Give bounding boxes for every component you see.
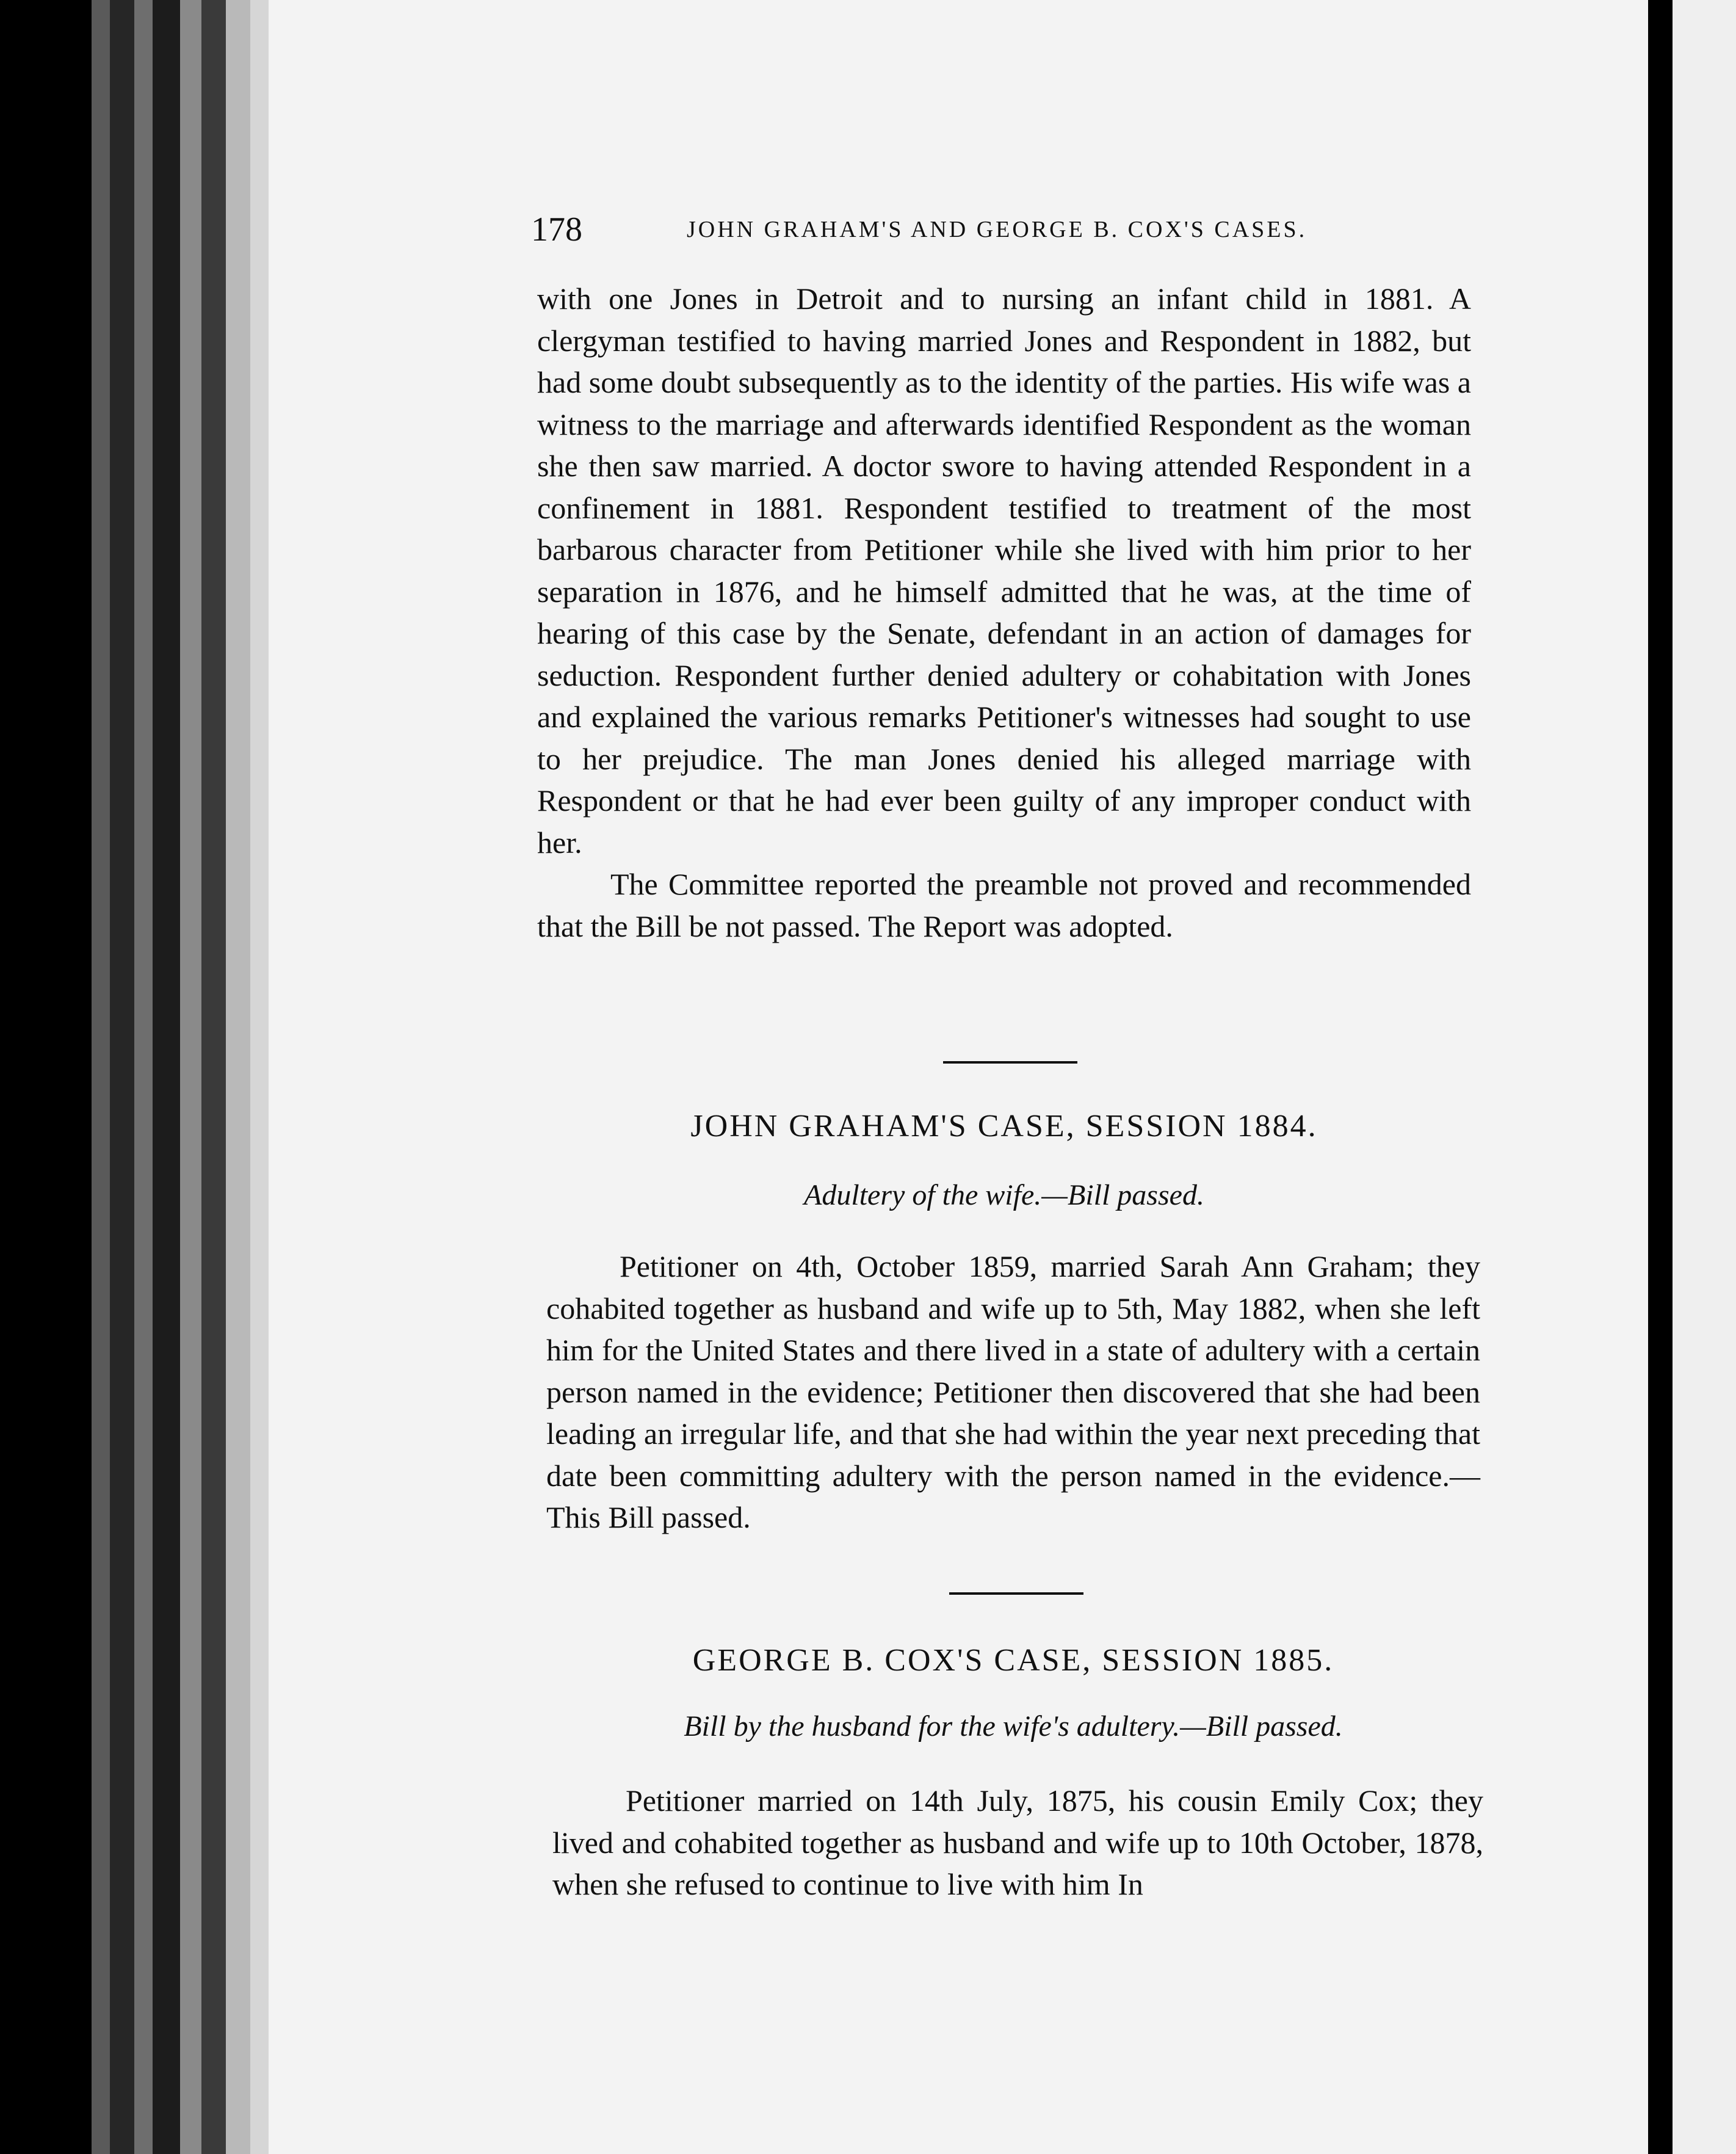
- committee-report-paragraph: The Committee reported the preamble not proved and recommended that the Bill be not passed. The Report was adopted.: [537, 867, 1471, 943]
- graham-case-text: [546, 1246, 1480, 1539]
- facing-page-edge: [1673, 0, 1736, 2154]
- cox-case-text: [552, 1780, 1483, 1906]
- section-divider: [949, 1592, 1083, 1595]
- cox-case-paragraph: Petitioner married on 14th July, 1875, his cousin Emily Cox; they lived and cohabited together as husband and wife up to 10th October, 1878, when she refused to continue to live with him In: [552, 1783, 1483, 1901]
- book-edge: [92, 0, 110, 2154]
- graham-case-subheading: Adultery of the wife.—Bill passed.: [804, 1179, 1204, 1211]
- continuation-text: [537, 278, 1471, 947]
- cox-case-subheading: Bill by the husband for the wife's adultery.—Bill passed.: [684, 1710, 1343, 1742]
- page-number: 178: [531, 211, 582, 248]
- cox-case-heading: GEORGE B. COX'S CASE, SESSION 1885.: [692, 1643, 1334, 1678]
- book-edge: [250, 0, 269, 2154]
- book-edge: [153, 0, 180, 2154]
- book-edge: [110, 0, 134, 2154]
- section-divider: [943, 1061, 1077, 1064]
- graham-case-heading: JOHN GRAHAM'S CASE, SESSION 1884.: [690, 1109, 1318, 1144]
- running-title: JOHN GRAHAM'S AND GEORGE B. COX'S CASES.: [687, 217, 1307, 242]
- graham-case-paragraph: Petitioner on 4th, October 1859, married Sarah Ann Graham; they cohabited together as husband and wife up to 5th, May 1882, when she left him for the United States and there lived in a state of adultery with a certain person named in the evidence; Petitioner then discovered that she had been leading an irregular life, and that she had within the year next preceding that date been committing adultery with the person named in the evidence.— This Bill passed.: [546, 1249, 1480, 1534]
- book-edge: [180, 0, 201, 2154]
- book-edge: [226, 0, 250, 2154]
- book-edge: [201, 0, 226, 2154]
- continuation-paragraph: with one Jones in Detroit and to nursing an infant child in 1881. A clergyman testified to having married Jones and Respondent in 1882, but had some doubt subsequently as to the identity of the parties. His wife was a witness to the marriage and afterwards identified Respondent as the woman she then saw married. A doctor swore to having attended Respondent in a confinement in 1881. Respondent testified to treatment of the most barbarous character from Petitioner while she lived with him prior to her separation in 1876, and he himself admitted that he was, at the time of hearing of this case by the Senate, defendant in an action of damages for seduction. Respondent further denied adultery or cohabitation with Jones and explained the various remarks Petitioner's witnesses had sought to use to her prejudice. The man Jones denied his alleged marriage with Respondent or that he had ever been guilty of any improper conduct with her.: [537, 281, 1471, 860]
- page-gutter: [1648, 0, 1673, 2154]
- book-edge: [134, 0, 153, 2154]
